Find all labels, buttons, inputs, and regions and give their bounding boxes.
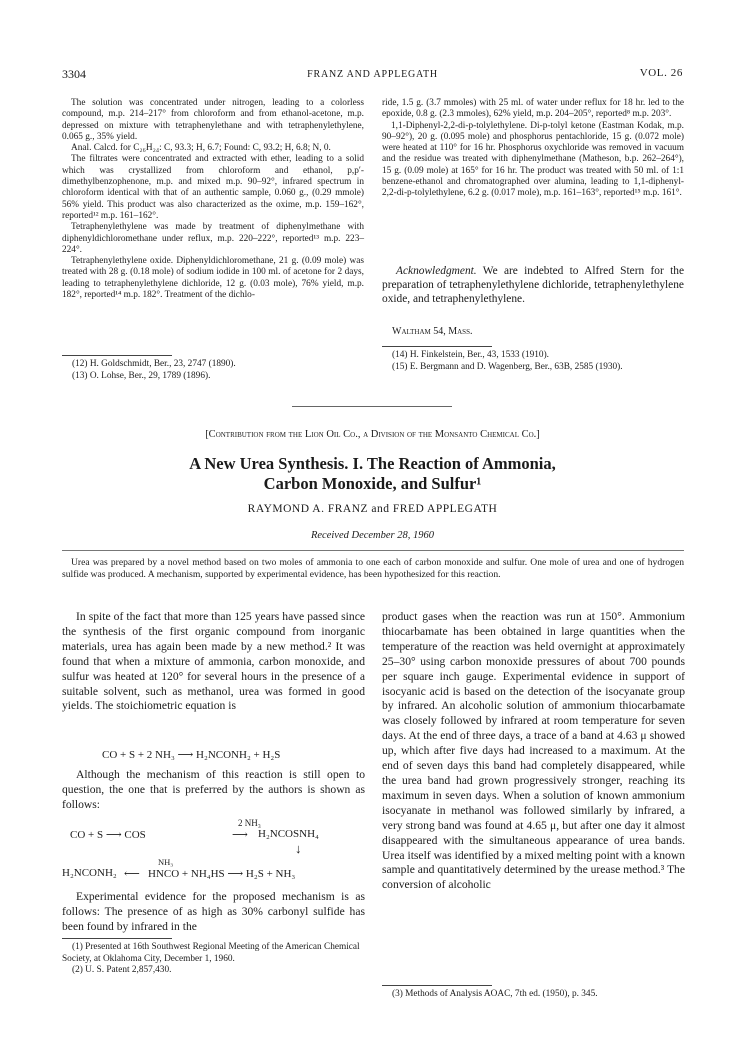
running-title: FRANZ AND APPLEGATH	[307, 69, 438, 80]
prev-paragraph: The solution was concentrated under nitrogen, leading to a colorless compound, m.p. 214–217° from chloroform and from ethanol-acetone, m.p. depressed on mixture with tetraphenylethane and with tetraphenylethylene, 0.065 g., 35% yield.	[62, 98, 364, 142]
article-title-line-1: A New Urea Synthesis. I. The Reaction of Ammonia,	[189, 454, 556, 473]
mechanism-scheme	[62, 818, 365, 884]
article-right-column	[382, 610, 685, 893]
prev-paragraph: The filtrates were concentrated and extracted with ether, leading to a solid which was crystallized from chloroform and ethanol, p,p′-dimethylbenzophenone, m.p. and mixed m.p. 90–92°, infrared spectrum in chloroform identical with that of an authentic sample, 0.060 g., (0.29 mmole) 56% yield. This product was also characterized as the oxime, m.p. 159–162°, reported¹² m.p. 161–162°.	[62, 154, 364, 221]
prev-paragraph: Tetraphenylethylene oxide. Diphenyldichloromethane, 21 g. (0.09 mole) was treated with 28 g. (0.18 mole) of sodium iodide in 100 ml. of acetone for 2 days, leading to tetraphenylethylene dichloride, 12 g. (0.03 mole), 76% yield, m.p. 182°, reported¹⁴ m.p. 182°. Treatment of the dichlo-	[62, 256, 364, 301]
footnote: (1) Presented at 16th Southwest Regional Meeting of the American Chemical Society, at Oklahoma City, December 1, 1960.	[62, 942, 360, 964]
location: Waltham 54, Mass.	[392, 326, 473, 337]
body-paragraph: In spite of the fact that more than 125 years have passed since the synthesis of the first organic compound from inorganic materials, urea has again been made by a new method.² It was found that when a mixture of ammonia, carbon monoxide, and sulfur was heated at 120° for several hours in the presence of a suitable solvent, such as methanol, urea was formed in good yields. The stoichiometric equation is	[62, 610, 365, 713]
scheme-line-2-left: H₂NCONH₂	[62, 867, 117, 879]
left-arrow-icon: ⟵	[124, 868, 140, 880]
footnote-rule	[382, 985, 492, 986]
footnote: (14) H. Finkelstein, Ber., 43, 1533 (1910).	[392, 350, 549, 360]
contribution-line: [Contribution from the Lion Oil Co., a Division of the Monsanto Chemical Co.]	[205, 429, 540, 440]
footnote-rule	[62, 938, 172, 939]
arrow-label-2nh3: 2 NH₃	[238, 818, 261, 828]
article-left-column-2	[62, 768, 365, 813]
prev-paragraph: 1,1-Diphenyl-2,2-di-p-tolylethylene. Di-p-tolyl ketone (Eastman Kodak, m.p. 90–92°), 20 g. (0.095 mole) and phosphorus pentachloride, 15 g. (0.072 mole) were heated at 110° for 16 hr. Phosphorus oxychloride was removed in vacuum and the residue was treated with diphenylmethane (Matheson, b.p. 262–264°), 15 g. (0.09 mole) at 165° for 16 hr. The product was treated with 50 ml. of 1:1 benzene-ethanol and chromatographed over alumina, leading to 1,1-diphenyl-2,2-di-p-tolylethylene, 6.2 g. (0.017 mole), m.p. 161–163°, reported¹⁵ m.p. 161°.	[382, 120, 684, 199]
article-authors: RAYMOND A. FRANZ and FRED APPLEGATH	[247, 503, 498, 515]
prev-left-footnotes	[62, 359, 364, 382]
article-left-column-3	[62, 890, 365, 935]
scheme-line-2-right: HNCO + NH₄HS ⟶ H₂S + NH₃	[148, 868, 296, 880]
footnote: (15) E. Bergmann and D. Wagenberg, Ber., 63B, 2585 (1930).	[392, 361, 623, 372]
abstract-text: Urea was prepared by a novel method based on two moles of ammonia to one each of carbon monoxide and sulfur. One mole of urea and one of hydrogen sulfide was produced. A mechanism, supported by experimental evidence, has been hypothesized for this reaction.	[62, 557, 684, 580]
prev-right-footnotes	[382, 350, 684, 373]
received-date: Received December 28, 1960	[310, 530, 435, 541]
acknowledgment-text: We are indebted to Alfred Stern for the preparation of tetraphenylethylene dichloride, tetraphenylethylene oxide, and tetraphenylethylene.	[382, 265, 684, 306]
footnote-rule	[62, 355, 172, 356]
footnote: (12) H. Goldschmidt, Ber., 23, 2747 (1890).	[72, 359, 236, 369]
article-left-footnotes	[62, 942, 365, 977]
prev-paragraph: Tetraphenylethylene was made by treatment of diphenylmethane with diphenyldichloromethane under reflux, m.p. 220–222°, reported¹³ m.p. 223–224°.	[62, 222, 364, 255]
body-paragraph: Although the mechanism of this reaction is still open to question, the one that is preferred by the authors is shown as follows:	[62, 768, 365, 811]
article-left-column	[62, 610, 365, 714]
prev-article-left-column	[62, 98, 364, 301]
arrow-label-nh3: NH₃	[158, 857, 174, 867]
acknowledgment-label: Acknowledgment.	[396, 265, 477, 277]
page-number: 3304	[62, 67, 86, 81]
prev-paragraph: ride, 1.5 g. (3.7 mmoles) with 25 ml. of water under reflux for 18 hr. led to the epoxide, 0.8 g. (2.3 mmoles), 62% yield, m.p. 204–205°, reported⁸ m.p. 203°.	[382, 98, 684, 120]
abstract-rule	[62, 550, 684, 551]
stoichiometric-equation: CO + S + 2 NH₃ ⟶ H₂NCONH₂ + H₂S	[102, 749, 281, 761]
volume-label: VOL. 26	[639, 67, 683, 79]
body-paragraph: product gases when the reaction was run at 150°. Ammonium thiocarbamate has been obtained in large quantities when the temperature of the reaction was held overnight at approximately 25–30° using carbon monoxide pressures of about 700 pounds per square inch gauge. Experimental evidence in support of isocyanic acid is based on the detection of the isocyanate group by infrared. An alcoholic solution of ammonium thiocarbamate was closely followed by infrared at room temperature for seven days. At the end of three days, a trace of a band at 4.63 μ showed up, which after five days had increased to a maximum. At the end of seven days this band had completely disappeared, while the urea band had grown progressively stronger, reaching its maximum in seven days. When a solution of known ammonium isocyanate in methanol was followed similarly by infrared, a very strong band was found at 4.65 μ, but after one day it almost disappeared with the simultaneous appearance of urea bands. Urea itself was identified by a mixed melting point with a known sample and quantitatively determined by the urease method.³ The conversion of alcoholic	[382, 610, 685, 892]
article-separator	[292, 406, 452, 407]
article-right-footnote: (3) Methods of Analysis AOAC, 7th ed. (1950), p. 345.	[392, 989, 598, 999]
scheme-line-1-left: CO + S ⟶ COS	[70, 829, 146, 841]
article-title-line-2: Carbon Monoxide, and Sulfur¹	[263, 474, 482, 493]
footnote: (13) O. Lohse, Ber., 29, 1789 (1896).	[72, 370, 211, 381]
scheme-line-1-right: H₂NCOSNH₄	[258, 828, 319, 840]
footnote: (2) U. S. Patent 2,857,430.	[72, 965, 172, 975]
prev-article-right-column	[382, 98, 684, 200]
arrow-icon: ⟶	[232, 829, 248, 841]
body-paragraph: Experimental evidence for the proposed mechanism is as follows: The presence of as high as 30% carbonyl sulfide has been found by infrared in the	[62, 890, 365, 933]
footnote-rule	[382, 346, 492, 347]
acknowledgment	[382, 264, 684, 307]
prev-paragraph: Anal. Calcd. for C₂₆H₂₄: C, 93.3; H, 6.7; Found: C, 93.2; H, 6.8; N, 0.	[71, 143, 331, 154]
down-arrow-icon: ↓	[295, 841, 302, 856]
abstract	[62, 557, 684, 580]
